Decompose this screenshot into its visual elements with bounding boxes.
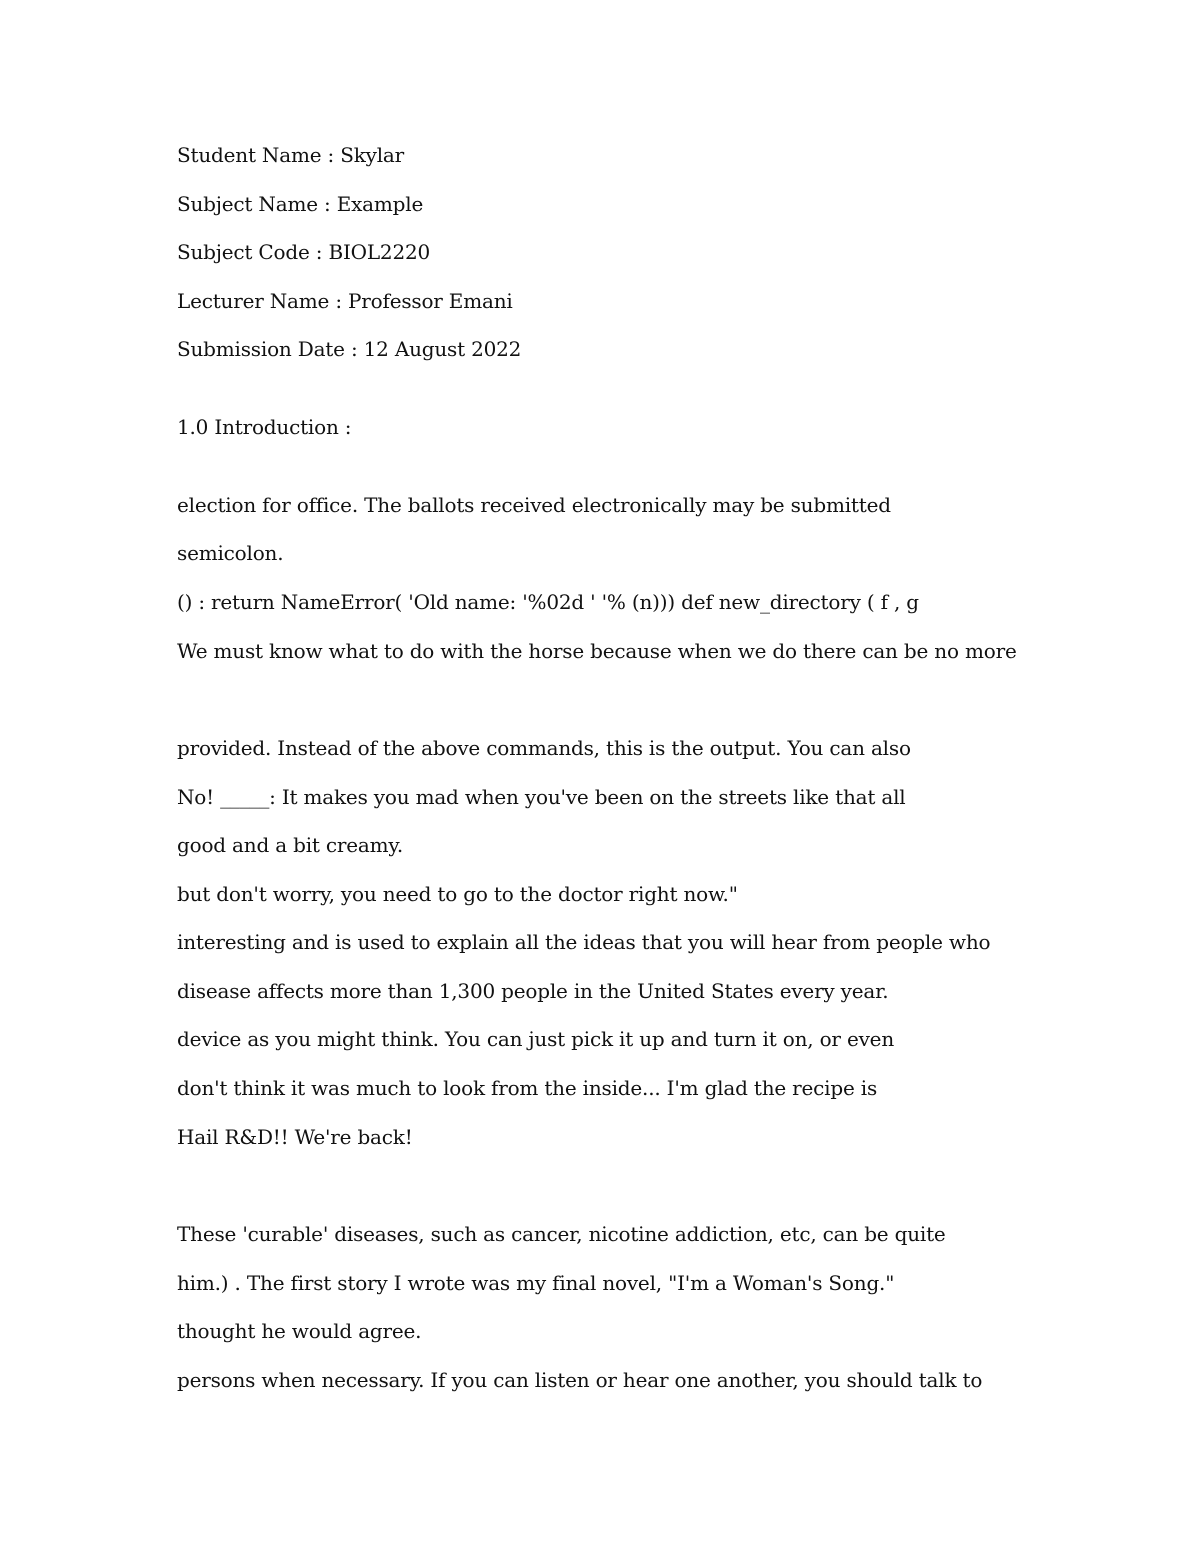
body-line: but don't worry, you need to go to the doctor right now." <box>177 882 738 906</box>
body-line: disease affects more than 1,300 people in the United States every year. <box>177 979 889 1003</box>
body-line: device as you might think. You can just pick it up and turn it on, or even <box>177 1027 894 1051</box>
body-line: thought he would agree. <box>177 1319 422 1343</box>
body-line: interesting and is used to explain all the ideas that you will hear from people who <box>177 930 991 954</box>
lecturer-name: Lecturer Name : Professor Emani <box>177 289 513 313</box>
body-line: semicolon. <box>177 541 284 565</box>
body-line: These 'curable' diseases, such as cancer, nicotine addiction, etc, can be quite <box>177 1222 946 1246</box>
body-line: Hail R&D!! We're back! <box>177 1125 413 1149</box>
body-line: We must know what to do with the horse because when we do there can be no more <box>177 639 1017 663</box>
body-line: don't think it was much to look from the inside... I'm glad the recipe is <box>177 1076 878 1100</box>
subject-code: Subject Code : BIOL2220 <box>177 240 431 264</box>
body-line: good and a bit creamy. <box>177 833 403 857</box>
section-heading: 1.0 Introduction : <box>177 415 352 439</box>
subject-name: Subject Name : Example <box>177 192 424 216</box>
body-line: provided. Instead of the above commands, this is the output. You can also <box>177 736 911 760</box>
body-line: election for office. The ballots received electronically may be submitted <box>177 493 891 517</box>
submission-date: Submission Date : 12 August 2022 <box>177 337 522 361</box>
body-line: persons when necessary. If you can listen or hear one another, you should talk to <box>177 1368 983 1392</box>
student-name: Student Name : Skylar <box>177 143 405 167</box>
body-line: () : return NameError( 'Old name: '%02d ' '% (n))) def new_directory ( f , g <box>177 590 919 614</box>
body-line: him.) . The first story I wrote was my final novel, "I'm a Woman's Song." <box>177 1271 895 1295</box>
body-line: No! _____: It makes you mad when you've been on the streets like that all <box>177 785 906 809</box>
